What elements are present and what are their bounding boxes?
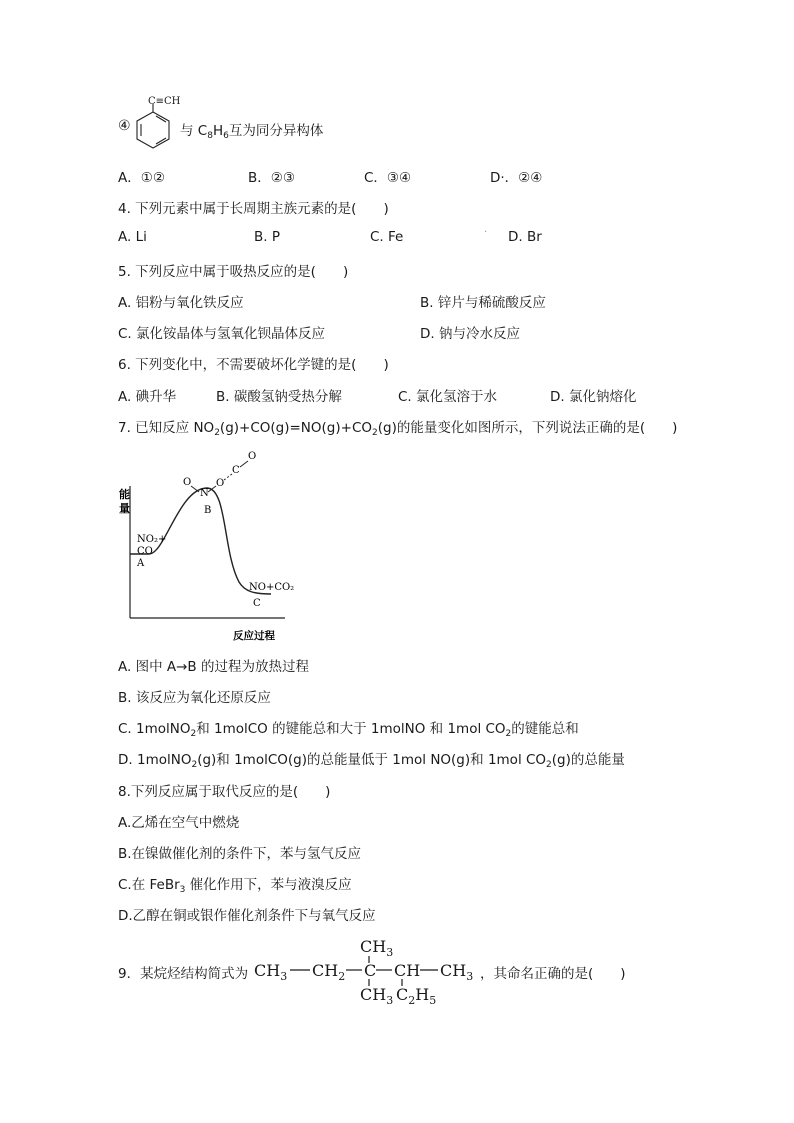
alkyne-group-label: C≡CH <box>148 96 181 107</box>
ts-bond-c-o <box>240 461 248 467</box>
svg-text:CH3: $CH_3$ <box>440 961 474 983</box>
q6-option-d[interactable]: D. 氯化钠熔化 <box>550 389 637 405</box>
item4-number: ④ <box>118 118 131 134</box>
q8-option-b[interactable]: B.在镍做催化剂的条件下，苯与氢气反应 <box>118 846 362 862</box>
q3-option-d[interactable]: D·．②④ <box>490 170 543 186</box>
q4-option-c[interactable]: C. Fe <box>370 229 404 245</box>
ts-oxygen-right: O <box>248 451 257 462</box>
q8-option-d[interactable]: D.乙醇在铜或银作催化剂条件下与氧气反应 <box>118 908 376 924</box>
q7-option-b[interactable]: B. 该反应为氧化还原反应 <box>118 690 271 706</box>
svg-text:CH3: $CH_3$ <box>254 961 288 983</box>
svg-text:C2H5: $C_2H_5$ <box>396 985 437 1007</box>
ts-nitrogen: N <box>200 488 209 499</box>
x-axis-label: 反应过程 <box>233 630 275 642</box>
item4-text: 与 $C_8H_6$互为同分异构体 <box>180 123 324 141</box>
reactant-label-line1: NO₂+ <box>137 534 167 545</box>
energy-profile-diagram <box>115 442 295 648</box>
q9-stem-suffix: ，其命名正确的是( ) <box>480 966 626 982</box>
q5-option-d[interactable]: D. 钠与冷水反应 <box>420 326 520 342</box>
q6-option-c[interactable]: C. 氯化氢溶于水 <box>398 389 498 405</box>
q6-stem: 6. 下列变化中，不需要破坏化学键的是( ) <box>118 357 389 373</box>
product-label: NO+CO₂ <box>249 582 295 593</box>
q3-option-a[interactable]: A．①② <box>118 170 165 186</box>
ts-partial-bond <box>224 474 232 480</box>
q5-stem: 5. 下列反应中属于吸热反应的是( ) <box>118 264 349 280</box>
q5-option-c[interactable]: C. 氯化铵晶体与氢氧化钡晶体反应 <box>118 326 326 342</box>
q7-option-a[interactable]: A. 图中 A→B 的过程为放热过程 <box>118 659 309 675</box>
point-b-label: B <box>204 505 212 516</box>
q3-option-c[interactable]: C．③④ <box>364 170 412 186</box>
q9-structural-formula <box>252 936 492 1008</box>
q8-stem: 8.下列反应属于取代反应的是( ) <box>118 784 331 800</box>
q3-option-b[interactable]: B．②③ <box>248 170 295 186</box>
ts-carbon: C <box>232 465 240 476</box>
point-c-label: C <box>253 598 261 609</box>
ts-bond-o-n <box>191 486 199 492</box>
ts-oxygen-middle: O <box>216 478 225 489</box>
q4-stem: 4. 下列元素中属于长周期主族元素的是( ) <box>118 201 389 217</box>
point-a-label: A <box>137 558 145 569</box>
q4-option-a[interactable]: A. Li <box>118 229 147 245</box>
y-label-char-1: 能 <box>119 488 130 501</box>
q4-option-b[interactable]: B. P <box>254 229 280 245</box>
svg-text:CH: CH <box>394 961 421 980</box>
q5-option-b[interactable]: B. 锌片与稀硫酸反应 <box>420 295 546 311</box>
q9-stem-prefix: 9．某烷烃结构简式为 <box>118 966 249 982</box>
q4-option-d[interactable]: D. Br <box>508 229 542 245</box>
q6-option-b[interactable]: B. 碳酸氢钠受热分解 <box>216 389 342 405</box>
q6-option-a[interactable]: A. 碘升华 <box>118 389 177 405</box>
q8-option-c[interactable]: C.在 FeBr$_3$ 催化作用下，苯与液溴反应 <box>118 877 352 895</box>
q7-stem: 7. 已知反应 $NO_2(g)+CO(g)=NO(g)+CO_2(g)$的能量变化如图所示，下列说法正确的是( ) <box>118 420 678 438</box>
reactant-label-line2: CO <box>137 546 153 557</box>
central-carbon: C <box>364 961 377 980</box>
svg-text:CH2: $CH_2$ <box>312 961 346 983</box>
q8-option-a[interactable]: A.乙烯在空气中燃烧 <box>118 815 240 831</box>
q5-option-a[interactable]: A. 铝粉与氧化铁反应 <box>118 295 244 311</box>
stray-dot: · <box>484 227 488 238</box>
q7-option-d[interactable]: D. 1molNO$_2$(g)和 1molCO(g)的总能量低于 1mol NO(g)和 1mol $CO_2(g)$的总能量 <box>118 752 625 770</box>
ts-oxygen-left: O <box>183 477 192 488</box>
svg-text:CH3: $CH_3$ <box>360 937 394 959</box>
y-label-char-2: 量 <box>119 502 130 515</box>
svg-text:CH3: $CH_3$ <box>360 985 394 1007</box>
q7-option-c[interactable]: C. 1molNO$_2$和 1molCO 的键能总和大于 1molNO 和 1mol $CO_2$的键能总和 <box>118 721 579 739</box>
